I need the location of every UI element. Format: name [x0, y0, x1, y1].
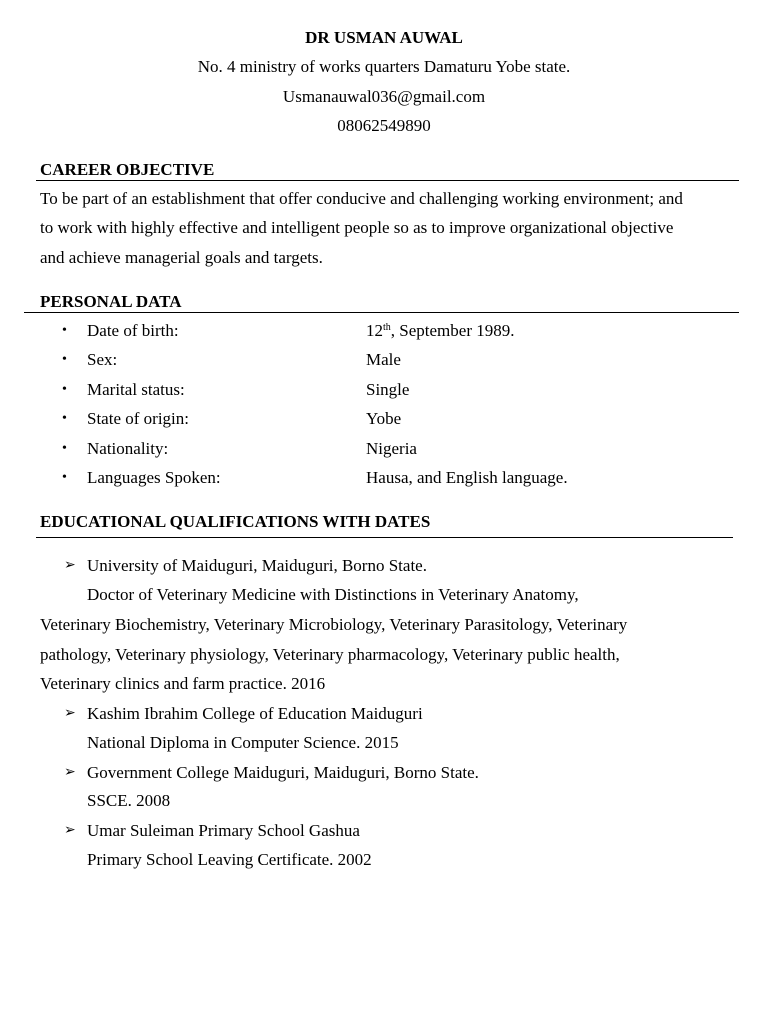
dob-day: 12 — [366, 321, 383, 340]
applicant-name: DR USMAN AUWAL — [305, 28, 463, 47]
education-institution: Government College Maiduguri, Maiduguri, Borno State. — [87, 763, 479, 782]
arrow-bullet-icon: ➢ — [64, 823, 76, 838]
personal-data-rule — [24, 312, 739, 313]
bullet-icon: • — [62, 441, 67, 456]
career-objective-line: and achieve managerial goals and targets. — [40, 248, 323, 267]
arrow-bullet-icon: ➢ — [64, 706, 76, 721]
career-objective-line: to work with highly effective and intelligent people so as to improve organizational objective — [40, 218, 674, 237]
personal-value-sex: Male — [366, 350, 401, 369]
personal-value-origin: Yobe — [366, 409, 402, 428]
personal-label-languages: Languages Spoken: — [87, 468, 221, 487]
bullet-icon: • — [62, 323, 67, 338]
career-objective-rule — [36, 180, 739, 181]
education-detail: National Diploma in Computer Science. 2015 — [87, 733, 399, 752]
applicant-email: Usmanauwal036@gmail.com — [282, 87, 486, 106]
education-rule — [36, 537, 733, 538]
bullet-icon: • — [62, 411, 67, 426]
applicant-phone: 08062549890 — [337, 116, 431, 135]
personal-label-dob: Date of birth: — [87, 321, 179, 340]
dob-rest: , September 1989. — [390, 321, 515, 340]
bullet-icon: • — [62, 382, 67, 397]
education-detail: Veterinary clinics and farm practice. 2016 — [40, 674, 326, 693]
personal-label-origin: State of origin: — [87, 409, 189, 428]
education-detail: pathology, Veterinary physiology, Veterinary pharmacology, Veterinary public health, — [40, 645, 620, 664]
personal-data-heading: PERSONAL DATA — [40, 292, 182, 311]
education-detail: Veterinary Biochemistry, Veterinary Microbiology, Veterinary Parasitology, Veterinary — [40, 615, 628, 634]
arrow-bullet-icon: ➢ — [64, 765, 76, 780]
career-objective-line: To be part of an establishment that offer conducive and challenging working environment; and — [40, 189, 683, 208]
personal-value-dob — [366, 321, 514, 341]
personal-value-languages: Hausa, and English language. — [366, 468, 568, 487]
personal-value-nationality: Nigeria — [366, 439, 417, 458]
education-detail: Primary School Leaving Certificate. 2002 — [87, 850, 372, 869]
personal-label-sex: Sex: — [87, 350, 118, 369]
education-institution: University of Maiduguri, Maiduguri, Borno State. — [87, 556, 427, 575]
education-heading: EDUCATIONAL QUALIFICATIONS WITH DATES — [40, 512, 431, 531]
bullet-icon: • — [62, 352, 67, 367]
personal-value-marital: Single — [366, 380, 410, 399]
personal-label-nationality: Nationality: — [87, 439, 169, 458]
career-objective-heading: CAREER OBJECTIVE — [40, 160, 215, 179]
education-institution: Umar Suleiman Primary School Gashua — [87, 821, 360, 840]
education-detail: Doctor of Veterinary Medicine with Distinctions in Veterinary Anatomy, — [87, 585, 579, 604]
education-institution: Kashim Ibrahim College of Education Maiduguri — [87, 704, 423, 723]
education-detail: SSCE. 2008 — [87, 791, 171, 810]
arrow-bullet-icon: ➢ — [64, 558, 76, 573]
bullet-icon: • — [62, 470, 67, 485]
personal-label-marital: Marital status: — [87, 380, 185, 399]
dob-suffix: th — [383, 322, 391, 333]
applicant-address: No. 4 ministry of works quarters Damaturu Yobe state. — [197, 57, 571, 76]
